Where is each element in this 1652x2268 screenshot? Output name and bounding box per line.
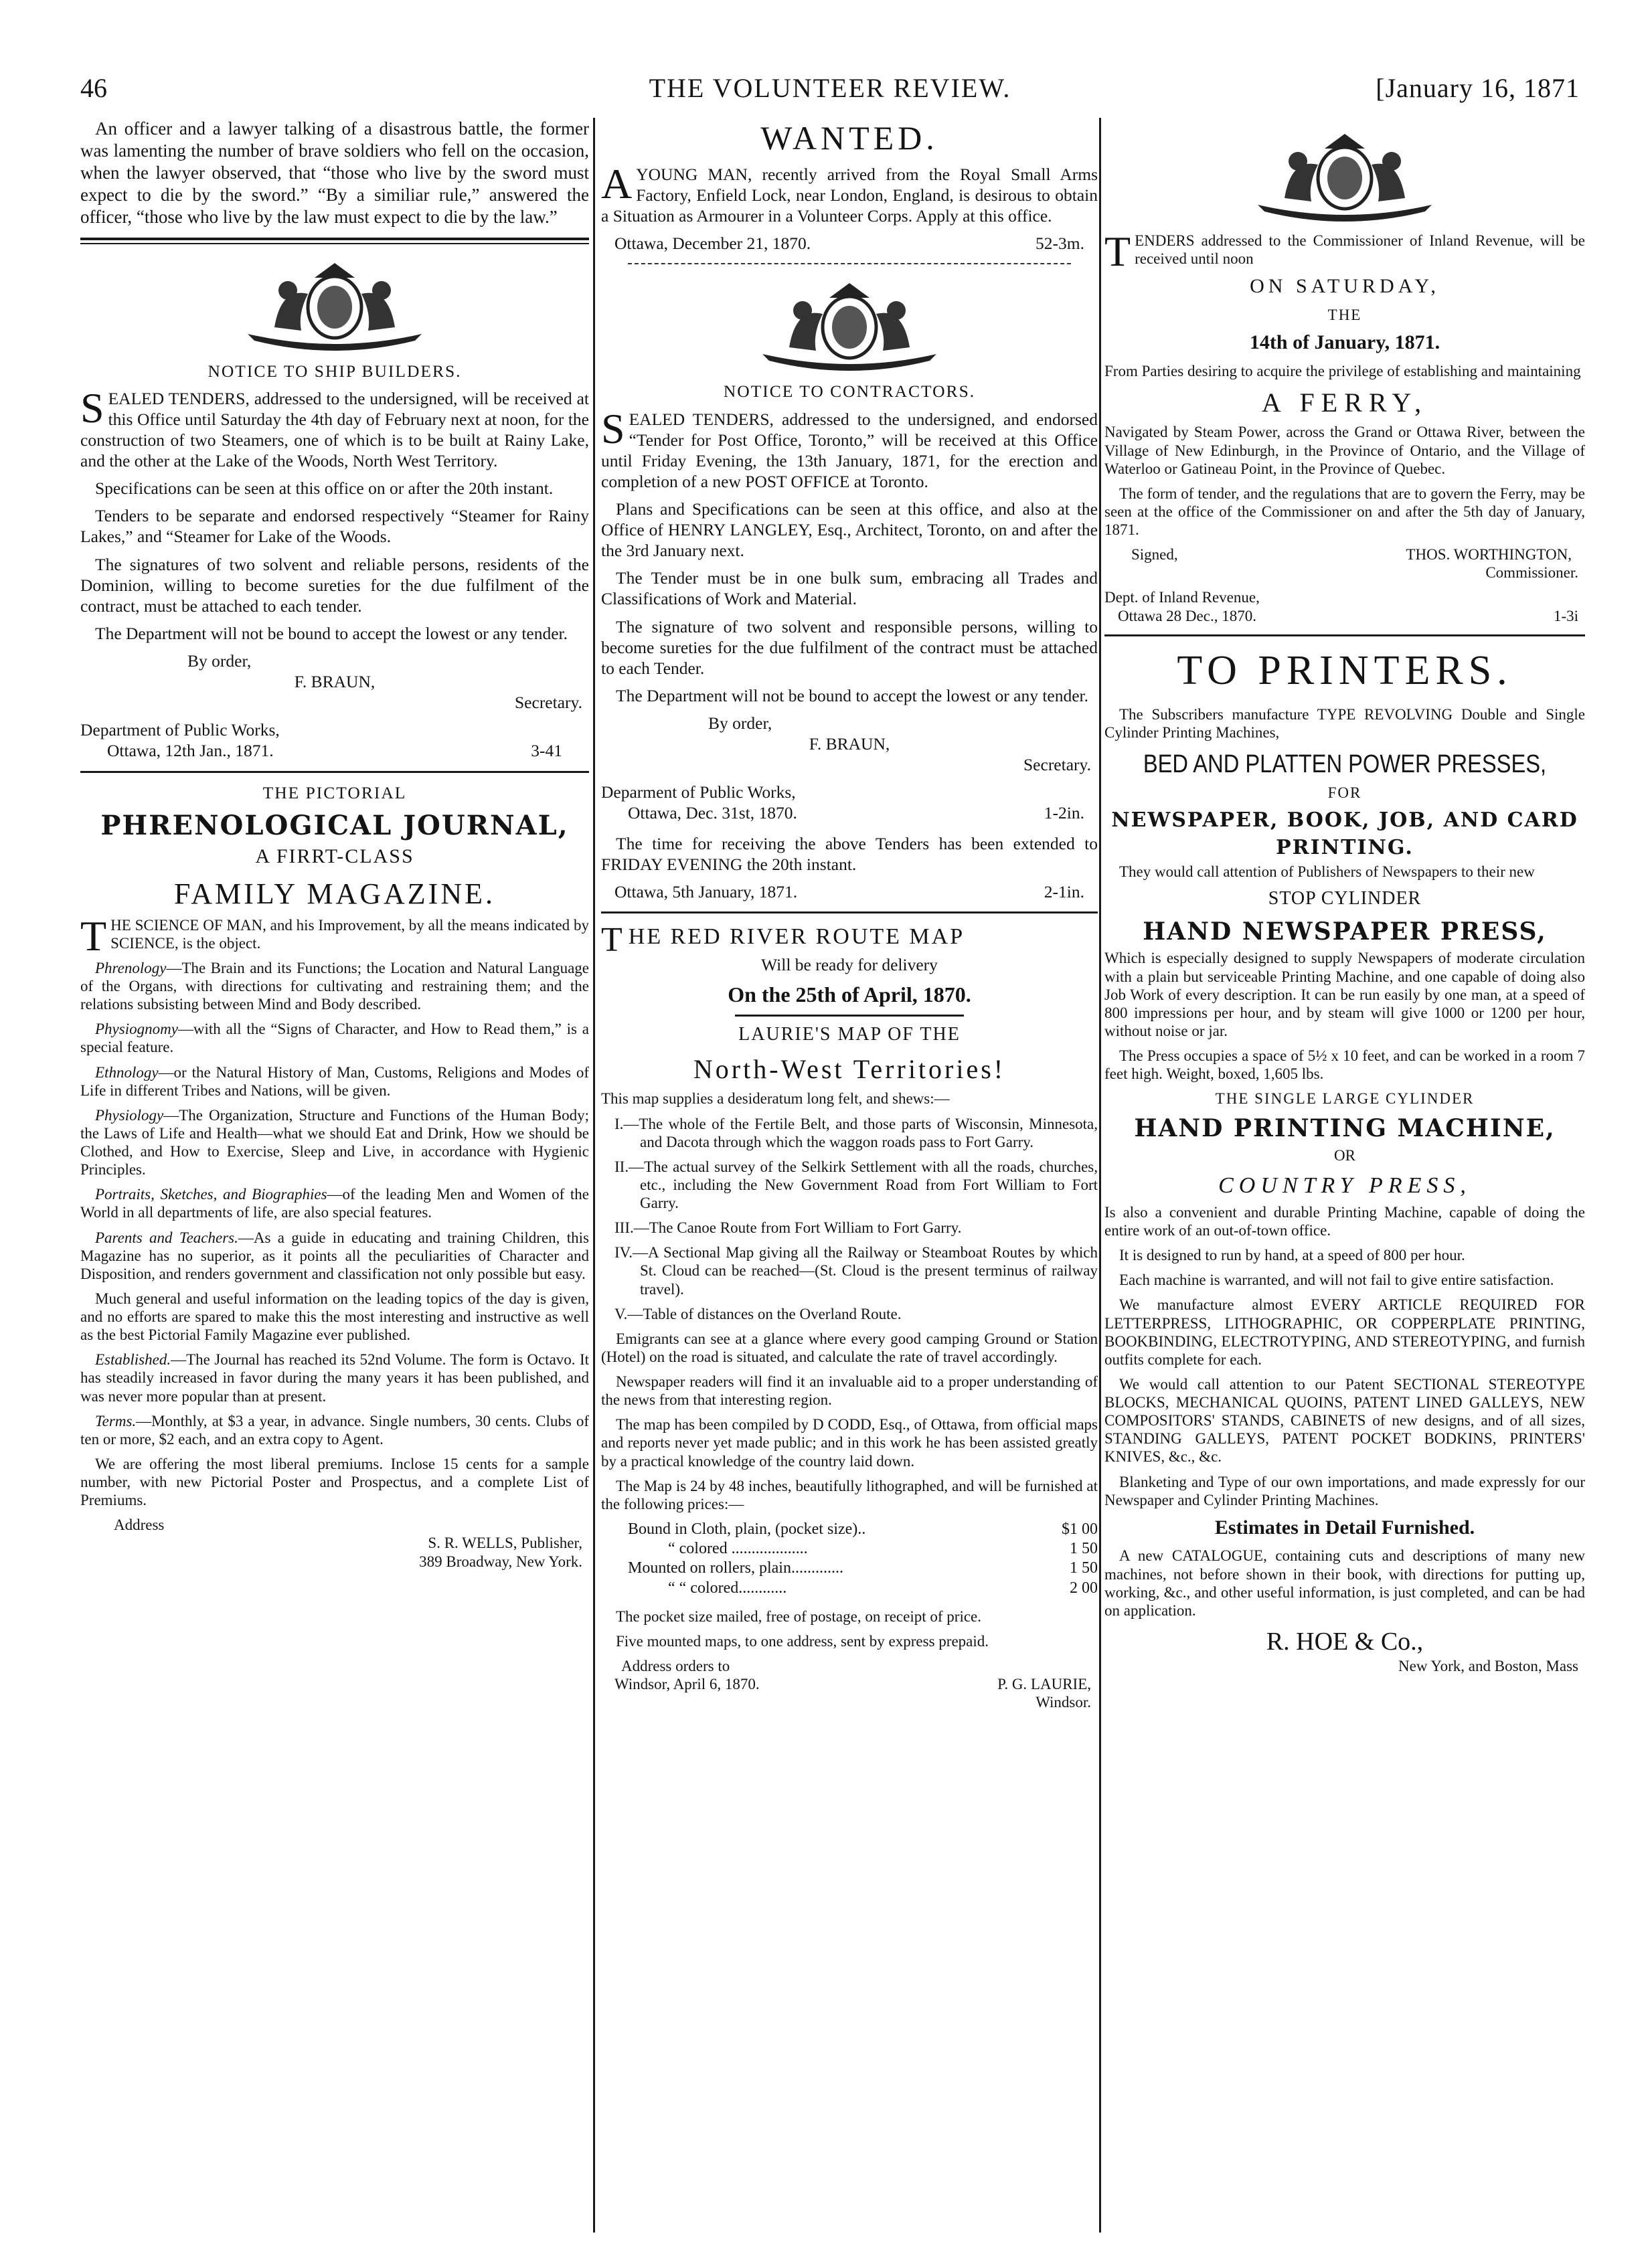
- wanted-text: YOUNG MAN, recently arrived from the Royal Small Arms Factory, Enfield Lock, near London, England, is desirous to obtain a Situation as Armourer in a Volunteer Corps. Apply at this office.: [601, 165, 1098, 226]
- royal-crest-icon: [1244, 124, 1445, 225]
- map-heading: HE RED RIVER ROUTE MAP: [628, 924, 965, 949]
- map-paragraph: The Map is 24 by 48 inches, beautifully lithographed, and will be furnished at the following prices:—: [601, 1477, 1098, 1512]
- contractors-heading: NOTICE TO CONTRACTORS.: [723, 381, 976, 402]
- ferry-paragraph: The form of tender, and the regulations that are to govern the Ferry, may be seen at the office of the Commissioner on and after the 5th day of January, 1871.: [1104, 485, 1585, 539]
- publisher-address: 389 Broadway, New York.: [419, 1553, 582, 1570]
- newspaper-line: NEWSPAPER, BOOK, JOB, AND CARD: [1111, 808, 1578, 833]
- dept-date: Ottawa, 12th Jan., 1871.: [107, 741, 274, 761]
- dept-line: Department of Public Works,: [80, 720, 280, 740]
- map-agent-place: Windsor.: [1036, 1694, 1091, 1711]
- hand-press: HAND NEWSPAPER PRESS,: [1143, 917, 1547, 946]
- stop-cylinder: STOP CYLINDER: [1268, 888, 1422, 909]
- dept-date: Ottawa 28 Dec., 1870.: [1118, 607, 1256, 624]
- map-laurie: LAURIE'S MAP OF THE: [738, 1024, 961, 1045]
- notice-paragraph: Plans and Specifications can be seen at this office, and also at the Office of HENRY LANGLEY, Esq., Architect, Toronto, on and after the the 3rd January next.: [601, 499, 1098, 561]
- ferry-paragraph: Navigated by Steam Power, across the Grand or Ottawa River, between the Village of New Edinburgh, in the Province of Ontario, and the Village of Waterloo or Gatineau Point, in the Province of Quebec.: [1104, 424, 1585, 477]
- signer-title: Commissioner.: [1485, 564, 1578, 582]
- phreno-items: [80, 959, 589, 1509]
- ferry-date: 14th of January, 1871.: [1249, 331, 1440, 353]
- map-date: On the 25th of April, 1870.: [728, 982, 971, 1007]
- signer-name: THOS. WORTHINGTON,: [1406, 546, 1572, 563]
- phreno-line1: THE PICTORIAL: [262, 782, 407, 802]
- printers-paragraph: The Press occupies a space of 5½ x 10 feet, and can be worked in a room 7 feet high. Weight, boxed, 1,605 lbs.: [1104, 1047, 1585, 1083]
- divider: [80, 238, 589, 244]
- notice-paragraph: The Tender must be in one bulk sum, embracing all Trades and Classifications of Work and Material.: [601, 568, 1098, 609]
- signer-title: Secretary.: [515, 693, 582, 713]
- dept-date: Ottawa, Dec. 31st, 1870.: [628, 803, 797, 823]
- printers-paragraph: Each machine is warranted, and will not fail to give entire satisfaction.: [1119, 1272, 1554, 1289]
- royal-crest-icon: [234, 254, 435, 354]
- notice-paragraph: The Department will not be bound to accept the lowest or any tender.: [95, 623, 568, 643]
- newspaper-title: THE VOLUNTEER REVIEW.: [649, 73, 1011, 103]
- phreno-magazine: FAMILY MAGAZINE.: [173, 877, 495, 911]
- phreno-item: Much general and useful information on the leading topics of the day is given, and no efforts are spared to make this the most interesting and instructive as well as the best Pictorial Family Magazine ever published.: [80, 1290, 589, 1344]
- column-2: [601, 118, 1098, 2233]
- phreno-item: We are offering the most liberal premiums. Inclose 15 cents for a sample number, with new Pictorial Poster and Prospectus, and a complete List of Premiums.: [80, 1455, 589, 1509]
- printers-paragraph: A new CATALOGUE, containing cuts and descriptions of many new machines, not before shown in their book, with directions for putting up, working, &c., and other useful information, is just completed, and can be had on application.: [1104, 1547, 1585, 1619]
- ad-ref: 52-3m.: [1036, 234, 1084, 254]
- phreno-item: Established.—The Journal has reached its 52nd Volume. The form is Octavo. It has steadily increased in favor during the many years it has been published, and was never more popular than at present.: [80, 1351, 589, 1405]
- printers-paragraph: We would call attention to our Patent SECTIONAL STEREOTYPE BLOCKS, MECHANICAL QUOINS, PATENT LINED GALLEYS, NEW COMPOSITORS' STANDS, CABINETS of new designs, and of all sizes, STANDING GALLEYS, PATENT POCKET BODKINS, PRINTERS' KNIVES, &c., &c.: [1104, 1375, 1585, 1466]
- map-intro: This map supplies a desideratum long felt, and shews:—: [601, 1090, 950, 1108]
- ship-builders-heading: NOTICE TO SHIP BUILDERS.: [208, 361, 462, 381]
- address-label: Address: [114, 1516, 165, 1534]
- anecdote: An officer and a lawyer talking of a disastrous battle, the former was lamenting the number of brave soldiers who fell on the occasion, when the lawyer observed, that “those who live by the sword must expect to die by the sword.” “By a similiar rule,” answered the officer, “those who live by the law must expect to die by the law.”: [80, 118, 589, 227]
- divider: [1104, 634, 1585, 636]
- printers-paragraph: We manufacture almost EVERY ARTICLE REQUIRED FOR LETTERPRESS, LITHOGRAPHIC, OR COPPERPLATE PRINTING, BOOKBINDING, ELECTROTYPING, AND STEREOTYPING, and furnish outfits complete for each.: [1104, 1296, 1585, 1368]
- ad-ref: 1-2in.: [1044, 803, 1084, 823]
- publisher: S. R. WELLS, Publisher,: [428, 1535, 582, 1552]
- map-ready: Will be ready for delivery: [761, 955, 938, 975]
- bed-platten: BED AND PLATTEN POWER PRESSES,: [1143, 750, 1547, 778]
- phreno-item: Physiognomy—with all the “Signs of Character, and How to Read them,” is a special feature.: [80, 1021, 589, 1056]
- dept-line: Dept. of Inland Revenue,: [1104, 589, 1260, 606]
- notice-paragraph: The signatures of two solvent and reliable persons, residents of the Dominion, willing to become sureties for the due fulfilment of the contract, must be attached to each tender.: [80, 554, 589, 616]
- map-paragraph: The map has been compiled by D CODD, Esq., of Ottawa, from official maps and reports never yet made public; and in this work he has been assisted greatly by a practical knowledge of the country laid down.: [601, 1416, 1098, 1470]
- country-press: COUNTRY PRESS,: [1218, 1172, 1471, 1198]
- dropcap: S: [601, 404, 625, 452]
- notice-paragraph: The signature of two solvent and responsible persons, willing to become sureties for the due fulfilment of the contract must be attached to each Tender.: [601, 616, 1098, 678]
- phreno-line3: A FIRRT-CLASS: [255, 845, 414, 868]
- phreno-item: Physiology—The Organization, Structure and Functions of the Human Body; the Laws of Life and Health—what we should Eat and Drink, How we should be Clothed, and How to Exercise, Sleep and Live, in accordance with Hygienic Principles.: [80, 1106, 589, 1179]
- price-row: Bound in Cloth, plain, (pocket size).. $1 00: [628, 1520, 1098, 1538]
- map-agent: P. G. LAURIE,: [997, 1676, 1091, 1693]
- extension-dateline: Ottawa, 5th January, 1871.: [614, 881, 798, 901]
- map-feature: I.—The whole of the Fertile Belt, and those parts of Wisconsin, Minnesota, and Dacota through which the waggon roads pass to Fort Garry.: [614, 1115, 1098, 1150]
- ferry-on-saturday: ON SATURDAY,: [1250, 275, 1440, 298]
- column-3: [1104, 118, 1585, 2233]
- company-location: New York, and Boston, Mass: [1398, 1658, 1578, 1675]
- price-row: “ “ colored............ 2 00: [668, 1579, 1098, 1597]
- page-number: 46: [80, 73, 107, 103]
- hand-machine: HAND PRINTING MACHINE,: [1134, 1114, 1556, 1143]
- notice-paragraph: Specifications can be seen at this office on or after the 20th instant.: [95, 478, 554, 499]
- divider: [80, 771, 589, 773]
- phreno-title: PHRENOLOGICAL JOURNAL,: [100, 809, 569, 841]
- printers-paragraph: The Subscribers manufacture TYPE REVOLVING Double and Single Cylinder Printing Machines,: [1104, 706, 1585, 742]
- price-table: [628, 1520, 1098, 1598]
- map-features: [601, 1115, 1098, 1323]
- phreno-item: Terms.—Monthly, at $3 a year, in advance. Single numbers, 30 cents. Clubs of ten or more, $2 each, and an extra copy to Agent.: [80, 1412, 589, 1448]
- notice-paragraph: EALED TENDERS, addressed to the undersigned, and endorsed “Tender for Post Office, Toronto,” will be received at this Office until Friday Evening, the 13th January, 1871, for the erection and completion of a new POST OFFICE at Toronto.: [601, 409, 1098, 491]
- column-1: [80, 118, 589, 2233]
- notice-paragraph: The Department will not be bound to accept the lowest or any tender.: [616, 685, 1088, 705]
- printers-paragraph: Blanketing and Type of our own importations, and made expressly for our Newspaper and Cylinder Printing Machines.: [1104, 1473, 1585, 1508]
- printers-paragraph: Which is especially designed to supply Newspapers of moderate circulation with a plain but serviceable Printing Machine, and one capable of doing also Job Work of every description. It can be run easily by one man, at a speed of 800 impressions per hour, and by steam will give 1000 or 1200 per hour, without noise or jar.: [1104, 950, 1585, 1039]
- map-dateline: Windsor, April 6, 1870.: [614, 1676, 760, 1693]
- ferry-paragraph: From Parties desiring to acquire the privilege of establishing and maintaining: [1104, 362, 1581, 379]
- map-feature: V.—Table of distances on the Overland Route.: [614, 1305, 902, 1322]
- signed-label: Signed,: [1131, 546, 1178, 563]
- map-paragraph: Newspaper readers will find it an invaluable aid to a proper understanding of the news from that interesting region.: [601, 1373, 1098, 1409]
- price-row: Mounted on rollers, plain............. 1 50: [628, 1559, 1098, 1577]
- address-orders: Address orders to: [621, 1658, 730, 1675]
- notice-paragraph: EALED TENDERS, addressed to the undersigned, will be received at this Office until Saturday the 4th day of February next at noon, for the construction of two Steamers, one of which is to be built at Rainy Lake, and the other at the Lake of the Woods, North West Territory.: [80, 388, 589, 471]
- page-header: [80, 72, 1580, 107]
- ad-ref: 3-41: [531, 741, 562, 761]
- phreno-intro: HE SCIENCE OF MAN, and his Improvement, by all the means indicated by SCIENCE, is the object.: [110, 916, 589, 952]
- divider: [628, 263, 1071, 264]
- column-divider: [593, 118, 595, 2233]
- signer-name: F. BRAUN,: [294, 672, 376, 692]
- dropcap: T: [1104, 228, 1131, 275]
- printing-line: PRINTING.: [1276, 835, 1414, 859]
- single-large: THE SINGLE LARGE CYLINDER: [1215, 1090, 1475, 1108]
- issue-date: [January 16, 1871: [1376, 73, 1580, 103]
- map-paragraph: Five mounted maps, to one address, sent by express prepaid.: [616, 1633, 989, 1650]
- printers-paragraph: It is designed to run by hand, at a speed of 800 per hour.: [1119, 1247, 1465, 1264]
- ad-ref: 1-3i: [1553, 607, 1578, 624]
- by-order: By order,: [187, 651, 252, 671]
- printers-paragraph: They would call attention of Publishers of Newspapers to their new: [1119, 863, 1535, 881]
- dept-line: Deparment of Public Works,: [601, 782, 796, 802]
- map-feature: II.—The actual survey of the Selkirk Settlement with all the roads, churches, etc., including the New Government Road from Fort William to Fort Garry.: [614, 1158, 1098, 1212]
- price-row: “ colored ................... 1 50: [668, 1540, 1098, 1558]
- by-order: By order,: [708, 713, 772, 733]
- printers-paragraph: Is also a convenient and durable Printing Machine, capable of doing the entire work of an out-of-town office.: [1104, 1203, 1585, 1239]
- royal-crest-icon: [749, 274, 950, 374]
- ferry-heading: A FERRY,: [1261, 387, 1428, 418]
- dropcap: S: [80, 383, 104, 432]
- map-feature: III.—The Canoe Route from Fort William to Fort Garry.: [614, 1219, 962, 1237]
- ad-ref: 2-1in.: [1044, 881, 1084, 901]
- ferry-the: THE: [1327, 306, 1362, 323]
- signer-name: F. BRAUN,: [809, 734, 890, 754]
- divider: [735, 1015, 964, 1017]
- estimates: Estimates in Detail Furnished.: [1214, 1516, 1475, 1539]
- wanted-heading: WANTED.: [760, 119, 938, 157]
- dropcap: T: [80, 911, 107, 960]
- map-paragraph: Emigrants can see at a glance where every good camping Ground or Station (Hotel) on the road is situated, and calculate the rate of travel accordingly.: [601, 1330, 1098, 1365]
- for-label: FOR: [1327, 784, 1362, 801]
- dropcap: A: [601, 160, 633, 207]
- phreno-item: Ethnology—or the Natural History of Man, Customs, Religions and Modes of Life in different Tribes and Nations, will be given.: [80, 1063, 589, 1099]
- map-territories: North-West Territories!: [693, 1053, 1006, 1084]
- divider: [601, 911, 1098, 913]
- company-name: R. HOE & Co.,: [1266, 1627, 1424, 1656]
- phreno-item: Parents and Teachers.—As a guide in educating and training Children, this Magazine has no superior, as it points all the peculiarities of Character and Disposition, and renders government and classification not only possible but easy.: [80, 1229, 589, 1282]
- phreno-item: Phrenology—The Brain and its Functions; the Location and Natural Language of the Organs, with directions for cultivating and restraining them; and the relations subsisting between Mind and Body described.: [80, 959, 589, 1013]
- wanted-dateline: Ottawa, December 21, 1870.: [614, 234, 811, 254]
- or-label: OR: [1334, 1147, 1355, 1164]
- signer-title: Secretary.: [1023, 755, 1091, 775]
- notice-paragraph: Tenders to be separate and endorsed respectively “Steamer for Rainy Lakes,” and “Steamer for Lake of the Woods.: [80, 506, 589, 547]
- column-divider: [1099, 118, 1101, 2233]
- map-feature: IV.—A Sectional Map giving all the Railway or Steamboat Routes by which St. Cloud can be reached—(St. Cloud is the present terminus of railway travel).: [614, 1244, 1098, 1298]
- map-paragraph: The pocket size mailed, free of postage, on receipt of price.: [616, 1607, 982, 1625]
- phreno-item: Portraits, Sketches, and Biographies—of the leading Men and Women of the World in all departments of life, are also special features.: [80, 1186, 589, 1221]
- ferry-intro: ENDERS addressed to the Commissioner of Inland Revenue, will be received until noon: [1135, 232, 1585, 268]
- extension-notice: The time for receiving the above Tenders has been extended to FRIDAY EVENING the 20th instant.: [601, 833, 1098, 874]
- dropcap: T: [601, 920, 625, 959]
- printers-heading: TO PRINTERS.: [1177, 647, 1513, 693]
